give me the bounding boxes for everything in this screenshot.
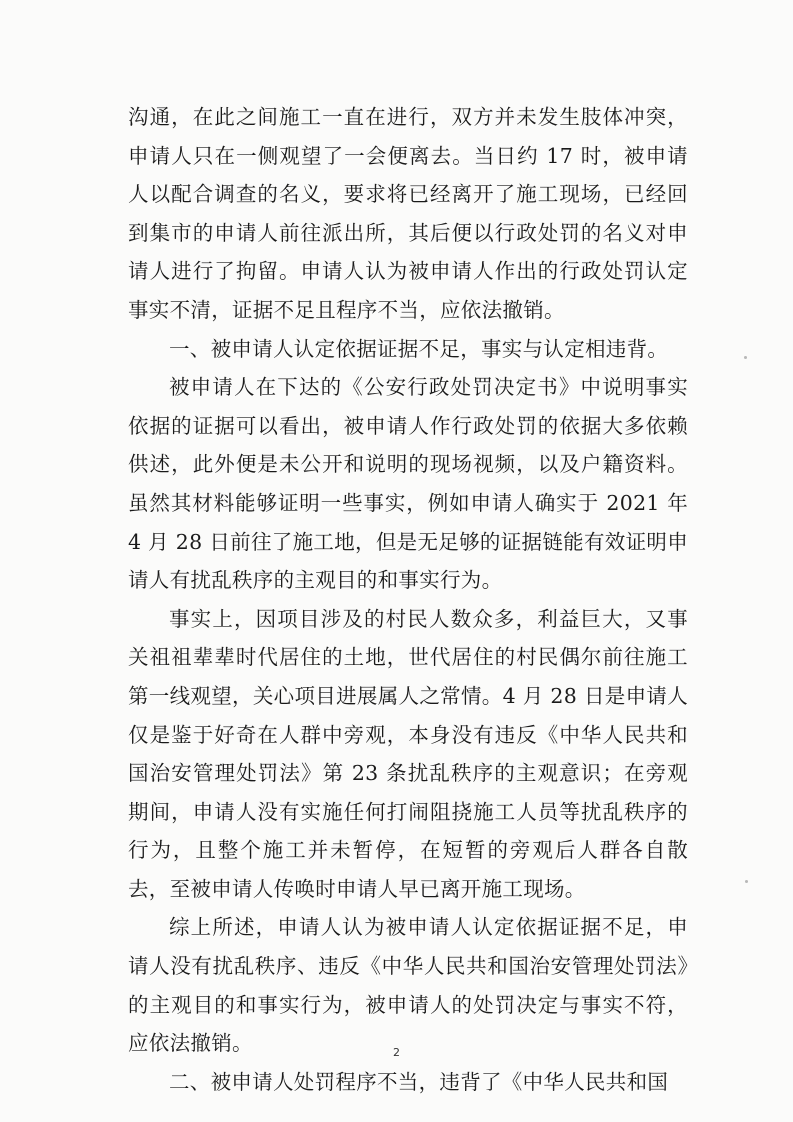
paragraph-3: 被申请人在下达的《公安行政处罚决定书》中说明事实依据的证据可以看出，被申请人作行政处罚的依据大多依赖供述，此外便是未公开和说明的现场视频，以及户籍资料。虽然其材料能够证明一些事实，例如申请人确实于 2021 年 4 月 28 日前往了施工地，但是无足够的证据链能有效证明申请人有扰乱秩序的主观目的和事实行为。 xyxy=(128,375,688,593)
paragraph-2-heading-one: 一、被申请人认定依据证据不足，事实与认定相违背。 xyxy=(169,336,669,361)
document-body xyxy=(128,98,688,1101)
paragraph-1: 沟通，在此之间施工一直在进行，双方并未发生肢体冲突，申请人只在一侧观望了一会便离去。当日约 17 时，被申请人以配合调查的名义，要求将已经离开了施工现场，已经回到集市的申请人前往派出所，其后便以行政处罚的名义对申请人进行了拘留。申请人认为被申请人作出的行政处罚认定事实不清，证据不足且程序不当，应依法撤销。 xyxy=(128,105,688,322)
paragraph-5: 综上所述，申请人认为被申请人认定依据证据不足，申请人没有扰乱秩序、违反《中华人民共和国治安管理处罚法》的主观目的和事实行为，被申请人的处罚决定与事实不符，应依法撤销。 xyxy=(128,915,688,1056)
page-number: 2 xyxy=(393,1046,400,1059)
paragraph-4: 事实上，因项目涉及的村民人数众多，利益巨大，又事关祖祖辈辈时代居住的土地，世代居住的村民偶尔前往施工第一线观望，关心项目进展属人之常情。4 月 28 日是申请人仅是鉴于好奇在人群中旁观，本身没有违反《中华人民共和国治安管理处罚法》第 23 条扰乱秩序的主观意识；在旁观期间，申请人没有实施任何打闹阻挠施工人员等扰乱秩序的行为，且整个施工并未暂停，在短暂的旁观后人群各自散去，至被申请人传唤时申请人早已离开施工现场。 xyxy=(128,606,688,901)
scan-speck xyxy=(744,356,747,359)
scan-speck xyxy=(745,880,748,883)
paragraph-6-heading-two: 二、被申请人处罚程序不当，违背了《中华人民共和国 xyxy=(169,1069,669,1094)
